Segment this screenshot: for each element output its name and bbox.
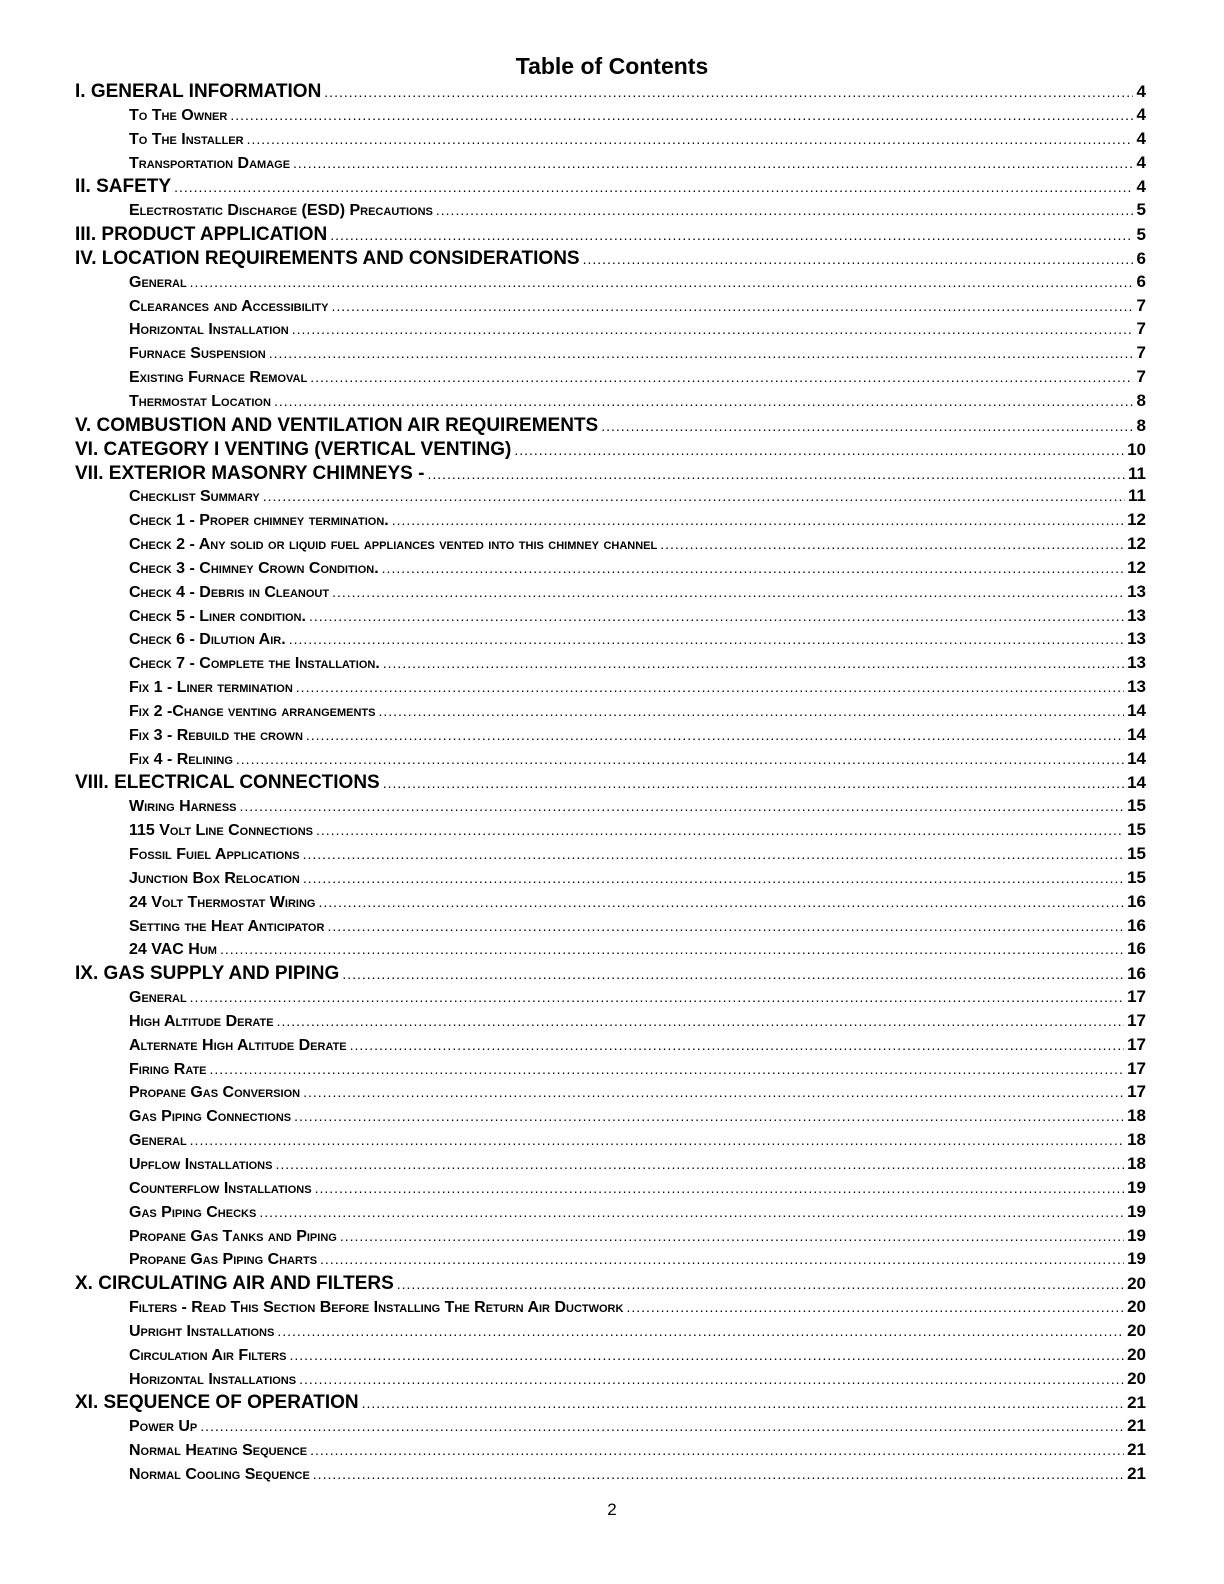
dot-leader xyxy=(277,1013,1124,1029)
toc-entry-page: 11 xyxy=(1128,486,1146,506)
dot-leader xyxy=(274,393,1133,409)
toc-entry-title: Checklist Summary xyxy=(129,488,260,506)
toc-entry-page: 6 xyxy=(1136,248,1146,268)
toc-entry-title: 24 VAC Hum xyxy=(129,941,217,959)
toc-entry-title: III. PRODUCT APPLICATION xyxy=(75,224,328,246)
dot-leader xyxy=(290,1347,1125,1363)
toc-entry-title: Check 1 - Proper chimney termination. xyxy=(129,512,389,530)
toc-entry-title: II. SAFETY xyxy=(75,176,172,198)
toc-entry-page: 6 xyxy=(1136,271,1146,291)
dot-leader xyxy=(332,584,1124,600)
toc-entry-page: 7 xyxy=(1136,319,1146,339)
toc-entry-title: Fossil Fuiel Applications xyxy=(129,846,300,863)
dot-leader xyxy=(392,512,1124,528)
dot-leader xyxy=(331,298,1133,314)
toc-entry-page: 5 xyxy=(1136,225,1146,245)
toc-section-entry[interactable] xyxy=(75,439,1146,463)
toc-subsection-entry[interactable] xyxy=(75,129,1146,153)
toc-entry-page: 20 xyxy=(1127,1274,1146,1294)
dot-leader xyxy=(303,846,1124,862)
toc-entry-page: 4 xyxy=(1136,152,1146,172)
dot-leader xyxy=(220,941,1124,957)
toc-subsection-entry[interactable] xyxy=(75,1035,1146,1059)
toc-entry-page: 14 xyxy=(1127,748,1146,768)
toc-entry-page: 20 xyxy=(1127,1368,1146,1388)
toc-entry-title: Normal Cooling Sequence xyxy=(129,1465,310,1483)
toc-entry-page: 13 xyxy=(1127,629,1146,649)
toc-subsection-entry[interactable] xyxy=(75,319,1146,343)
toc-entry-title: Existing Furnace Removal xyxy=(129,369,308,387)
dot-leader xyxy=(313,1466,1124,1482)
toc-entry-page: 19 xyxy=(1127,1201,1146,1221)
page-number: 2 xyxy=(607,1500,617,1519)
dot-leader xyxy=(289,631,1124,647)
toc-entry-title: Check 4 - Debris in Cleanout xyxy=(129,583,330,601)
toc-entry-page: 4 xyxy=(1136,177,1146,197)
toc-entry-title: XI. SEQUENCE OF OPERATION xyxy=(75,1392,359,1414)
dot-leader xyxy=(190,989,1124,1005)
toc-entry-title: V. COMBUSTION AND VENTILATION AIR REQUIREMENTS xyxy=(75,414,599,436)
toc-subsection-entry[interactable] xyxy=(75,1082,1146,1106)
toc-entry-title: I. GENERAL INFORMATION xyxy=(75,81,322,102)
dot-leader xyxy=(382,560,1124,576)
toc-entry-page: 7 xyxy=(1136,343,1146,363)
toc-subsection-entry[interactable] xyxy=(75,653,1146,677)
toc-subsection-entry[interactable] xyxy=(75,1178,1146,1202)
toc-entry-title: Propane Gas Conversion xyxy=(129,1084,301,1102)
dot-leader xyxy=(174,179,1133,195)
toc-entry-title: VII. EXTERIOR MASONRY CHIMNEYS - xyxy=(75,462,425,484)
toc-subsection-entry[interactable] xyxy=(75,558,1146,582)
toc-entry-page: 21 xyxy=(1127,1463,1146,1483)
toc-entry-page: 18 xyxy=(1127,1153,1146,1173)
dot-leader xyxy=(247,131,1133,147)
toc-entry-page: 13 xyxy=(1127,581,1146,601)
dot-leader xyxy=(263,488,1125,504)
toc-entry-title: Alternate High Altitude Derate xyxy=(129,1036,347,1054)
dot-leader xyxy=(310,1442,1124,1458)
toc-entry-page: 15 xyxy=(1127,820,1146,840)
dot-leader xyxy=(320,1251,1124,1267)
toc-entry-title: High Altitude Derate xyxy=(129,1012,274,1030)
toc-entry-title: To The Owner xyxy=(129,106,228,124)
dot-leader xyxy=(327,918,1124,934)
dot-leader xyxy=(269,345,1133,361)
toc-entry-title: Propane Gas Piping Charts xyxy=(129,1251,318,1269)
dot-leader xyxy=(303,1084,1124,1100)
toc-entry-page: 17 xyxy=(1127,987,1146,1007)
dot-leader xyxy=(601,418,1133,434)
dot-leader xyxy=(293,155,1133,171)
toc-section-entry[interactable] xyxy=(75,963,1146,987)
toc-subsection-entry[interactable] xyxy=(75,1249,1146,1273)
toc-subsection-entry[interactable] xyxy=(75,868,1146,892)
toc-entry-title: Power Up xyxy=(129,1418,198,1436)
dot-leader xyxy=(397,1276,1124,1292)
toc-subsection-entry[interactable] xyxy=(75,725,1146,749)
toc-entry-page: 19 xyxy=(1127,1225,1146,1245)
toc-subsection-entry[interactable] xyxy=(75,1106,1146,1130)
dot-leader xyxy=(190,274,1133,290)
toc-entry-page: 13 xyxy=(1127,677,1146,697)
toc-subsection-entry[interactable] xyxy=(75,820,1146,844)
dot-leader xyxy=(236,751,1124,767)
toc-entry-title: IX. GAS SUPPLY AND PIPING xyxy=(75,963,340,985)
toc-entry-page: 19 xyxy=(1127,1177,1146,1197)
toc-subsection-entry[interactable] xyxy=(75,701,1146,725)
toc-entry-title: Fix 2 -Change venting arrangements xyxy=(129,702,376,720)
toc-entry-title: Circulation Air Filters xyxy=(129,1346,287,1364)
toc-entry-page: 8 xyxy=(1136,415,1146,435)
toc-entry-page: 17 xyxy=(1127,1010,1146,1030)
dot-leader xyxy=(318,894,1124,910)
toc-entry-page: 16 xyxy=(1127,891,1146,911)
toc-entry-page: 4 xyxy=(1136,82,1146,101)
dot-leader xyxy=(383,775,1124,791)
toc-entry-page: 10 xyxy=(1127,439,1146,459)
toc-subsection-entry[interactable] xyxy=(75,343,1146,367)
toc-entry-title: Firing Rate xyxy=(129,1060,207,1078)
toc-subsection-entry[interactable] xyxy=(75,1416,1146,1440)
toc-entry-page: 20 xyxy=(1127,1320,1146,1340)
toc-entry-title: VIII. ELECTRICAL CONNECTIONS xyxy=(75,772,380,794)
toc-section-entry[interactable] xyxy=(75,176,1146,200)
toc-entry-page: 12 xyxy=(1127,534,1146,554)
toc-entry-page: 5 xyxy=(1136,200,1146,220)
toc-entry-page: 16 xyxy=(1127,964,1146,984)
toc-entry-title: Setting the Heat Anticipator xyxy=(129,917,325,935)
toc-subsection-entry[interactable] xyxy=(75,1345,1146,1369)
toc-entry-title: Furnace Suspension xyxy=(129,345,266,363)
toc-subsection-entry[interactable] xyxy=(75,1130,1146,1154)
dot-leader xyxy=(436,202,1133,218)
toc-entry-title: Check 3 - Chimney Crown Condition. xyxy=(129,559,379,577)
dot-leader xyxy=(259,1204,1124,1220)
toc-section-entry[interactable] xyxy=(75,248,1146,272)
toc-entry-title: VI. CATEGORY I VENTING (VERTICAL VENTING) xyxy=(75,438,512,460)
toc-entry-page: 21 xyxy=(1127,1393,1146,1413)
dot-leader xyxy=(303,870,1124,886)
toc-entry-title: Fix 4 - Relining xyxy=(129,750,233,768)
toc-subsection-entry[interactable] xyxy=(75,916,1146,940)
dot-leader xyxy=(324,84,1133,100)
toc-subsection-entry[interactable] xyxy=(75,486,1146,510)
toc-entry-title: Horizontal Installations xyxy=(129,1370,297,1388)
toc-subsection-entry[interactable] xyxy=(75,534,1146,558)
dot-leader xyxy=(340,1228,1124,1244)
toc-entry-page: 7 xyxy=(1136,367,1146,387)
toc-entry-page: 15 xyxy=(1127,796,1146,816)
toc-entry-title: 24 Volt Thermostat Wiring xyxy=(129,893,316,911)
toc-entry-page: 7 xyxy=(1136,295,1146,315)
dot-leader xyxy=(294,1108,1124,1124)
toc-entry-title: General xyxy=(129,1132,187,1150)
toc-subsection-entry[interactable] xyxy=(75,296,1146,320)
toc-entry-page: 12 xyxy=(1127,557,1146,577)
dot-leader xyxy=(660,536,1124,552)
toc-subsection-entry[interactable] xyxy=(75,1369,1146,1393)
toc-entry-page: 4 xyxy=(1136,128,1146,148)
toc-entry-title: General xyxy=(129,273,187,291)
toc-entry-page: 18 xyxy=(1127,1106,1146,1126)
toc-entry-title: Normal Heating Sequence xyxy=(129,1442,308,1460)
dot-leader xyxy=(315,1180,1125,1196)
dot-leader xyxy=(383,655,1124,671)
toc-section-entry[interactable] xyxy=(75,1392,1146,1416)
toc-entry-title: IV. LOCATION REQUIREMENTS AND CONSIDERATIONS xyxy=(75,247,580,269)
dot-leader xyxy=(190,1132,1124,1148)
toc-entry-page: 16 xyxy=(1127,915,1146,935)
toc-entry-page: 17 xyxy=(1127,1082,1146,1102)
toc-subsection-entry[interactable] xyxy=(75,105,1146,129)
toc-subsection-entry[interactable] xyxy=(75,1440,1146,1464)
dot-leader xyxy=(514,442,1124,458)
toc-entry-page: 11 xyxy=(1128,463,1146,483)
toc-subsection-entry[interactable] xyxy=(75,272,1146,296)
toc-entry-title: X. CIRCULATING AIR AND FILTERS xyxy=(75,1273,394,1295)
toc-subsection-entry[interactable] xyxy=(75,153,1146,177)
dot-leader xyxy=(277,1323,1124,1339)
dot-leader xyxy=(362,1395,1124,1411)
toc-entry-page: 20 xyxy=(1127,1344,1146,1364)
toc-subsection-entry[interactable] xyxy=(75,1321,1146,1345)
toc-entry-title: Gas Piping Checks xyxy=(129,1203,257,1221)
toc-entry-page: 20 xyxy=(1127,1297,1146,1317)
toc-entry-page: 17 xyxy=(1127,1034,1146,1054)
toc-subsection-entry[interactable] xyxy=(75,1297,1146,1321)
toc-entry-page: 14 xyxy=(1127,724,1146,744)
toc-entry-title: Wiring Harness xyxy=(129,798,237,816)
dot-leader xyxy=(309,608,1124,624)
toc-entry-title: Fix 1 - Liner termination xyxy=(129,679,293,697)
dot-leader xyxy=(342,966,1124,982)
toc-subsection-entry[interactable] xyxy=(75,1226,1146,1250)
toc-section-entry[interactable] xyxy=(75,772,1146,796)
dot-leader xyxy=(210,1061,1125,1077)
toc-entry-page: 21 xyxy=(1127,1440,1146,1460)
dot-leader xyxy=(200,1418,1124,1434)
toc-entry-page: 18 xyxy=(1127,1130,1146,1150)
toc-subsection-entry[interactable] xyxy=(75,1059,1146,1083)
table-of-contents xyxy=(75,81,1146,1488)
dot-leader xyxy=(240,798,1125,814)
page-title: Table of Contents xyxy=(515,53,709,79)
toc-section-entry[interactable] xyxy=(75,1273,1146,1297)
toc-subsection-entry[interactable] xyxy=(75,391,1146,415)
toc-entry-title: Transportation Damage xyxy=(129,154,291,172)
dot-leader xyxy=(299,1371,1124,1387)
toc-entry-title: Filters - Read This Section Before Installing The Return Air Ductwork xyxy=(129,1299,624,1317)
toc-subsection-entry[interactable] xyxy=(75,1464,1146,1488)
toc-entry-title: Check 5 - Liner condition. xyxy=(129,607,306,625)
toc-entry-title: Upright Installations xyxy=(129,1322,275,1340)
toc-entry-title: Gas Piping Connections xyxy=(129,1108,292,1126)
toc-subsection-entry[interactable] xyxy=(75,1154,1146,1178)
dot-leader xyxy=(350,1037,1124,1053)
toc-subsection-entry[interactable] xyxy=(75,582,1146,606)
dot-leader xyxy=(296,679,1124,695)
toc-entry-title: Propane Gas Tanks and Piping xyxy=(129,1227,337,1245)
toc-entry-page: 8 xyxy=(1136,390,1146,410)
toc-subsection-entry[interactable] xyxy=(75,510,1146,534)
toc-section-entry[interactable] xyxy=(75,463,1146,487)
dot-leader xyxy=(310,369,1133,385)
toc-entry-title: Thermostat Location xyxy=(129,392,271,410)
toc-subsection-entry[interactable] xyxy=(75,367,1146,391)
toc-subsection-entry[interactable] xyxy=(75,1202,1146,1226)
toc-entry-title: 115 Volt Line Connections xyxy=(129,822,314,840)
toc-entry-title: Junction Box Relocation xyxy=(129,869,300,887)
toc-entry-page: 14 xyxy=(1127,773,1146,793)
toc-subsection-entry[interactable] xyxy=(75,749,1146,773)
dot-leader xyxy=(316,822,1124,838)
dot-leader xyxy=(275,1156,1124,1172)
toc-entry-page: 12 xyxy=(1127,510,1146,530)
dot-leader xyxy=(292,321,1133,337)
toc-entry-page: 4 xyxy=(1136,104,1146,124)
toc-entry-title: Counterflow Installations xyxy=(129,1179,312,1197)
toc-entry-page: 13 xyxy=(1127,653,1146,673)
toc-entry-title: Clearances and Accessibility xyxy=(129,297,329,315)
dot-leader xyxy=(378,703,1124,719)
toc-entry-title: General xyxy=(129,989,187,1007)
toc-entry-page: 16 xyxy=(1127,939,1146,959)
toc-entry-page: 21 xyxy=(1127,1416,1146,1436)
toc-subsection-entry[interactable] xyxy=(75,629,1146,653)
toc-entry-title: Check 7 - Complete the Installation. xyxy=(129,655,380,673)
toc-entry-page: 15 xyxy=(1127,844,1146,863)
toc-entry-title: Electrostatic Discharge (ESD) Precautions xyxy=(129,202,433,220)
toc-section-entry[interactable] xyxy=(75,81,1146,105)
toc-section-entry[interactable] xyxy=(75,415,1146,439)
toc-entry-page: 14 xyxy=(1127,700,1146,720)
dot-leader xyxy=(583,251,1133,267)
dot-leader xyxy=(306,727,1124,743)
toc-entry-title: Horizontal Installation xyxy=(129,321,289,339)
toc-entry-title: Fix 3 - Rebuild the crown xyxy=(129,726,303,744)
toc-entry-title: Check 6 - Dilution Air. xyxy=(129,631,286,649)
toc-section-entry[interactable] xyxy=(75,224,1146,248)
toc-subsection-entry[interactable] xyxy=(75,892,1146,916)
toc-entry-title: To The Installer xyxy=(129,130,244,148)
toc-subsection-entry[interactable] xyxy=(75,606,1146,630)
toc-subsection-entry[interactable] xyxy=(75,796,1146,820)
toc-subsection-entry[interactable] xyxy=(75,200,1146,224)
toc-entry-title: Upflow Installations xyxy=(129,1155,273,1173)
dot-leader xyxy=(626,1299,1124,1315)
toc-entry-page: 13 xyxy=(1127,605,1146,625)
dot-leader xyxy=(427,466,1125,482)
toc-subsection-entry[interactable] xyxy=(75,939,1146,963)
toc-subsection-entry[interactable] xyxy=(75,844,1146,868)
toc-entry-page: 19 xyxy=(1127,1249,1146,1269)
dot-leader xyxy=(330,227,1133,243)
toc-subsection-entry[interactable] xyxy=(75,677,1146,701)
toc-entry-title: Check 2 - Any solid or liquid fuel appliances vented into this chimney channel xyxy=(129,536,658,554)
toc-entry-page: 17 xyxy=(1127,1058,1146,1078)
toc-subsection-entry[interactable] xyxy=(75,987,1146,1011)
toc-subsection-entry[interactable] xyxy=(75,1011,1146,1035)
dot-leader xyxy=(230,107,1133,123)
toc-entry-page: 15 xyxy=(1127,867,1146,887)
